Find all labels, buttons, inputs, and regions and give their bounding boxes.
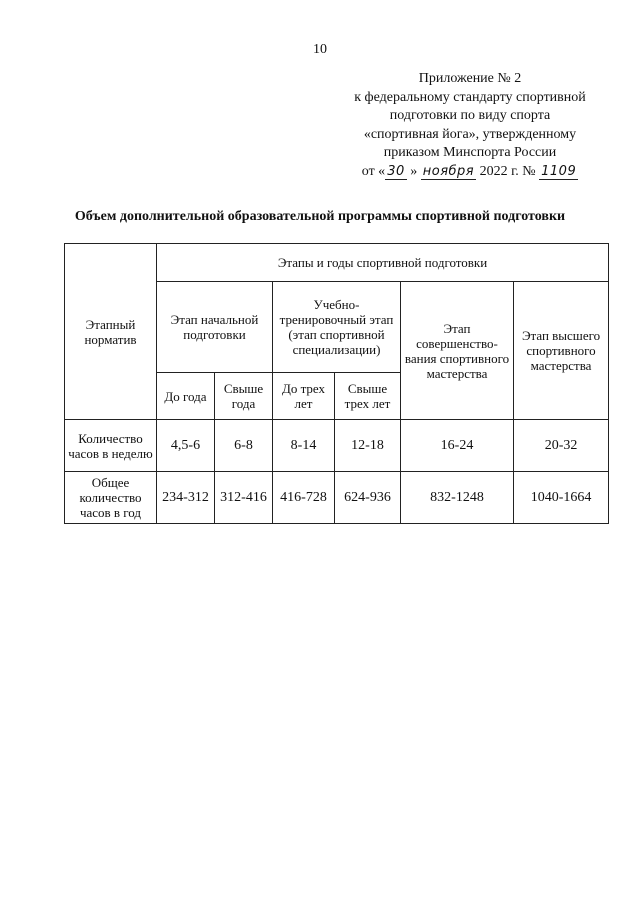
- appendix-block: [330, 70, 610, 182]
- table-row: [65, 420, 609, 472]
- stage-training-header: Учебно-тренировочный этап (этап спортивной специализации): [273, 282, 401, 373]
- row-label-hours-week: Количество часов в неделю: [65, 420, 157, 472]
- table-cell: 4,5-6: [157, 420, 215, 472]
- date-day-handwritten: 30: [387, 163, 405, 179]
- table-cell: 312-416: [215, 472, 273, 524]
- table-cell: 6-8: [215, 420, 273, 472]
- appendix-title: Приложение № 2: [418, 71, 522, 86]
- document-title: Объем дополнительной образовательной программы спортивной подготовки: [74, 209, 566, 224]
- date-prefix: от «: [361, 163, 386, 179]
- appendix-sport-name-line: «спортивная йога», утвержденному: [363, 126, 577, 142]
- program-volume-table: [64, 243, 609, 524]
- page-number: 10: [313, 42, 327, 57]
- stages-group-header: Этапы и годы спортивной подготовки: [157, 244, 609, 282]
- date-year-number-label: 2022 г. №: [479, 163, 536, 179]
- appendix-standard-line: к федеральному стандарту спортивной: [354, 89, 586, 105]
- table-cell: 12-18: [335, 420, 401, 472]
- stage-highest-header: Этап высшего спортивного мастерства: [514, 282, 609, 420]
- year-training-2: Свыше трех лет: [335, 373, 401, 420]
- year-initial-2: Свыше года: [215, 373, 273, 420]
- table-cell: 20-32: [514, 420, 609, 472]
- date-quote-close: »: [410, 163, 418, 179]
- year-initial-1: До года: [157, 373, 215, 420]
- table-cell: 832-1248: [401, 472, 514, 524]
- corner-header: Этапный норматив: [65, 244, 157, 420]
- table-cell: 416-728: [273, 472, 335, 524]
- table-cell: 8-14: [273, 420, 335, 472]
- stage-initial-header: Этап начальной подготовки: [157, 282, 273, 373]
- table-cell: 234-312: [157, 472, 215, 524]
- header-row-main: [65, 244, 609, 282]
- table-cell: 16-24: [401, 420, 514, 472]
- appendix-sport-line: подготовки по виду спорта: [389, 108, 551, 124]
- appendix-order-line: приказом Минспорта России: [383, 145, 557, 161]
- table-row: [65, 472, 609, 524]
- year-training-1: До трех лет: [273, 373, 335, 420]
- table-cell: 1040-1664: [514, 472, 609, 524]
- row-label-hours-year: Общее количество часов в год: [65, 472, 157, 524]
- stage-perfection-header: Этап совершенство-вания спортивного мастерства: [401, 282, 514, 420]
- appendix-date-line: [330, 163, 610, 182]
- date-month-handwritten: ноября: [422, 163, 475, 179]
- table-cell: 624-936: [335, 472, 401, 524]
- order-number-handwritten: 1109: [541, 163, 577, 179]
